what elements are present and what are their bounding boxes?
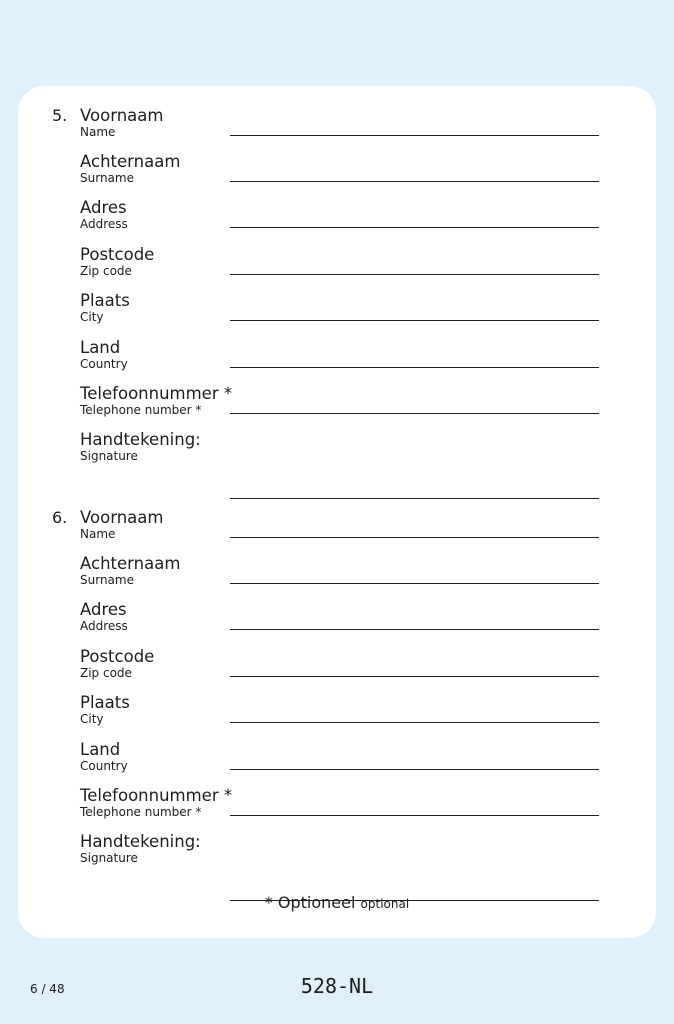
- country-sublabel: Country: [80, 759, 128, 773]
- last-name-input-line[interactable]: [230, 583, 599, 584]
- country-sublabel: Country: [80, 357, 128, 371]
- phone-label: Telefoonnummer *: [80, 384, 233, 403]
- city-sublabel: City: [80, 712, 104, 726]
- page-number: 6 / 48: [30, 982, 65, 996]
- zip-code-field: [18, 245, 656, 285]
- address-field: [18, 600, 656, 640]
- country-input-line[interactable]: [230, 769, 599, 770]
- zip-code-sublabel: Zip code: [80, 264, 132, 278]
- signature-field: [18, 832, 656, 872]
- last-name-sublabel: Surname: [80, 171, 134, 185]
- address-sublabel: Address: [80, 619, 128, 633]
- zip-code-input-line[interactable]: [230, 676, 599, 677]
- footnote-small: optional: [360, 897, 410, 911]
- zip-code-label: Postcode: [80, 647, 155, 666]
- phone-label: Telefoonnummer *: [80, 786, 233, 805]
- phone-field: [18, 384, 656, 424]
- last-name-input-line[interactable]: [230, 181, 599, 182]
- optional-footnote: [18, 892, 656, 915]
- country-field: [18, 338, 656, 378]
- last-name-field: [18, 152, 656, 192]
- address-input-line[interactable]: [230, 227, 599, 228]
- first-name-input-line[interactable]: [230, 537, 599, 538]
- footnote-main: * Optioneel: [264, 893, 356, 912]
- form-card: [18, 86, 656, 938]
- zip-code-field: [18, 647, 656, 687]
- first-name-sublabel: Name: [80, 527, 116, 541]
- signature-input-line[interactable]: [230, 498, 599, 499]
- city-label: Plaats: [80, 693, 130, 712]
- phone-input-line[interactable]: [230, 413, 599, 414]
- signature-label: Handtekening:: [80, 430, 201, 449]
- phone-input-line[interactable]: [230, 815, 599, 816]
- country-input-line[interactable]: [230, 367, 599, 368]
- phone-sublabel: Telephone number *: [80, 403, 202, 417]
- address-input-line[interactable]: [230, 629, 599, 630]
- last-name-label: Achternaam: [80, 152, 181, 171]
- signature-field: [18, 430, 656, 470]
- address-label: Adres: [80, 198, 127, 217]
- first-name-field: [18, 106, 656, 146]
- signature-sublabel: Signature: [80, 851, 138, 865]
- section-number: 6.: [52, 508, 68, 527]
- address-sublabel: Address: [80, 217, 128, 231]
- document-code: 528-NL: [300, 974, 374, 998]
- first-name-label: Voornaam: [80, 106, 164, 125]
- signature-sublabel: Signature: [80, 449, 138, 463]
- zip-code-input-line[interactable]: [230, 274, 599, 275]
- signature-label: Handtekening:: [80, 832, 201, 851]
- first-name-field: [18, 508, 656, 548]
- country-label: Land: [80, 740, 121, 759]
- city-input-line[interactable]: [230, 320, 599, 321]
- city-label: Plaats: [80, 291, 130, 310]
- first-name-label: Voornaam: [80, 508, 164, 527]
- phone-sublabel: Telephone number *: [80, 805, 202, 819]
- section-number: 5.: [52, 106, 68, 125]
- last-name-field: [18, 554, 656, 594]
- zip-code-label: Postcode: [80, 245, 155, 264]
- last-name-sublabel: Surname: [80, 573, 134, 587]
- zip-code-sublabel: Zip code: [80, 666, 132, 680]
- first-name-sublabel: Name: [80, 125, 116, 139]
- phone-field: [18, 786, 656, 826]
- country-label: Land: [80, 338, 121, 357]
- address-field: [18, 198, 656, 238]
- city-input-line[interactable]: [230, 722, 599, 723]
- country-field: [18, 740, 656, 780]
- first-name-input-line[interactable]: [230, 135, 599, 136]
- city-field: [18, 291, 656, 331]
- city-sublabel: City: [80, 310, 104, 324]
- city-field: [18, 693, 656, 733]
- address-label: Adres: [80, 600, 127, 619]
- last-name-label: Achternaam: [80, 554, 181, 573]
